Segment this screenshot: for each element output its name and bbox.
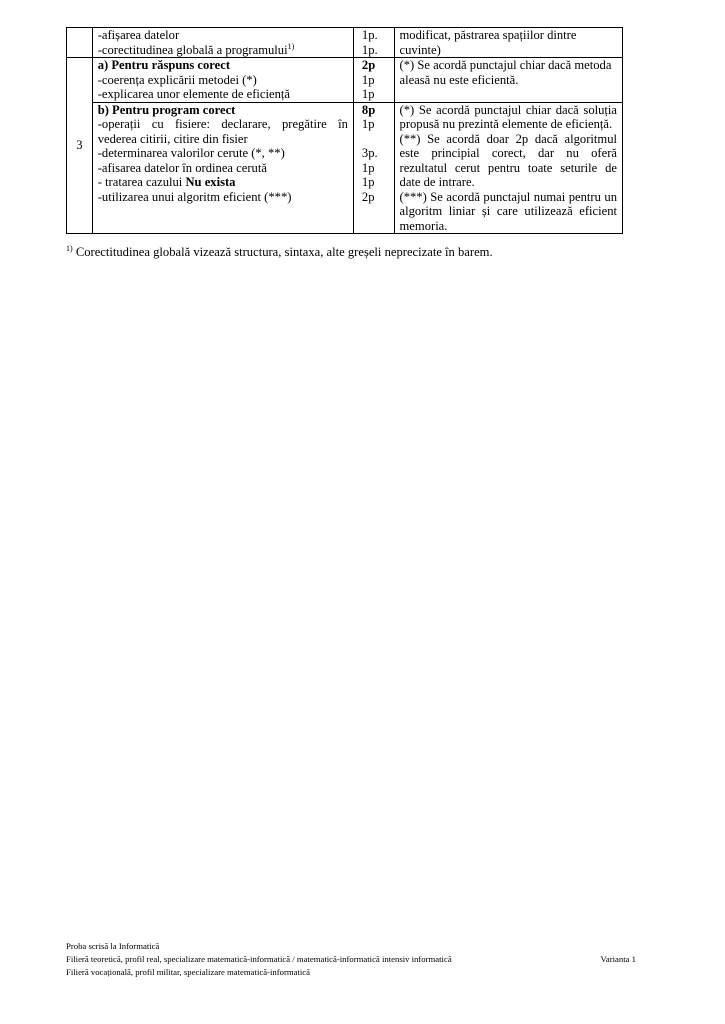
notes-text: (*) Se acordă punctajul chiar dacă metoda aleasă nu este eficientă.	[399, 58, 612, 87]
criteria-cell	[92, 28, 353, 58]
footnote-text: Corectitudinea globală vizează structura, sintaxa, alte greșeli neprecizate în barem.	[72, 245, 493, 259]
section-heading: b) Pentru program corect	[97, 102, 236, 117]
table-row-b	[67, 102, 623, 234]
points-value: 1p	[361, 117, 375, 131]
points-cell	[353, 28, 394, 58]
problem-number-cell	[67, 28, 93, 58]
points-value: 1p.	[361, 28, 378, 42]
points-cell	[353, 58, 394, 103]
section-heading: a) Pentru răspuns corect	[97, 58, 231, 72]
footnote	[66, 245, 493, 260]
criteria-cell	[92, 58, 353, 103]
points-value: 1p	[361, 72, 375, 87]
criterion-text: -corectitudinea globală a programului$^{1)}$	[97, 41, 295, 57]
criterion-text: -afișarea datelor	[97, 28, 180, 42]
points-value: 1p	[361, 87, 375, 101]
criterion-text: -operații cu fisiere: declarare, pregătire în vederea citirii, citire din fisier	[97, 117, 348, 146]
points-value: 1p.	[361, 42, 378, 57]
notes-cell	[394, 58, 622, 103]
points-cell	[353, 102, 394, 234]
table-row-continued	[67, 28, 623, 58]
footer-variant: Varianta 1	[600, 954, 636, 964]
points-value: 1p	[361, 175, 375, 189]
bold-term: Nu exista	[185, 175, 236, 189]
points-total: 8p	[361, 102, 376, 117]
grading-table	[66, 27, 623, 234]
footer-specialization: Filieră teoretică, profil real, specializare matematică-informatică / matematică-informatică intensiv informatică	[66, 954, 452, 964]
footer-exam-title: Proba scrisă la Informatică	[66, 941, 160, 951]
criterion-text: -coerența explicării metodei (*)	[97, 72, 257, 87]
footer-specialization-military: Filieră vocațională, profil militar, specializare matematică-informatică	[66, 967, 310, 977]
table-row-a	[67, 58, 623, 103]
points-value: 1p	[361, 160, 375, 175]
points-total: 2p	[361, 58, 376, 72]
points-value: 3p.	[361, 146, 378, 160]
criteria-cell	[92, 102, 353, 234]
page-footer	[66, 940, 636, 979]
criterion-text: -utilizarea unui algoritm eficient (***)	[97, 189, 292, 204]
problem-number-cell	[67, 58, 93, 234]
notes-text: modificat, păstrarea spațiilor dintre cuvinte)	[399, 28, 577, 57]
problem-number: 3	[76, 138, 83, 153]
notes-text: (*) Se acordă punctajul chiar dacă soluția propusă nu prezintă elemente de eficiență.	[399, 102, 617, 131]
points-value: 2p	[361, 189, 375, 204]
criterion-text: - tratarea cazului Nu exista	[97, 175, 236, 189]
notes-text: (**) Se acordă doar 2p dacă algoritmul este principial corect, dar nu oferă rezultatul cerut pentru toate seturile de date de intrare.	[399, 131, 617, 189]
criterion-text: -afisarea datelor în ordinea cerută	[97, 160, 267, 175]
criterion-text: -explicarea unor elemente de eficiență	[97, 87, 290, 101]
notes-cell	[394, 102, 622, 234]
footnote-marker: 1)	[66, 244, 73, 253]
criterion-text: -determinarea valorilor cerute (*, **)	[97, 146, 285, 160]
notes-cell	[394, 28, 622, 58]
footnote-marker: 1)	[287, 41, 295, 51]
notes-text: (***) Se acordă punctajul numai pentru un algoritm liniar și care utilizează eficient memoria.	[399, 189, 617, 233]
